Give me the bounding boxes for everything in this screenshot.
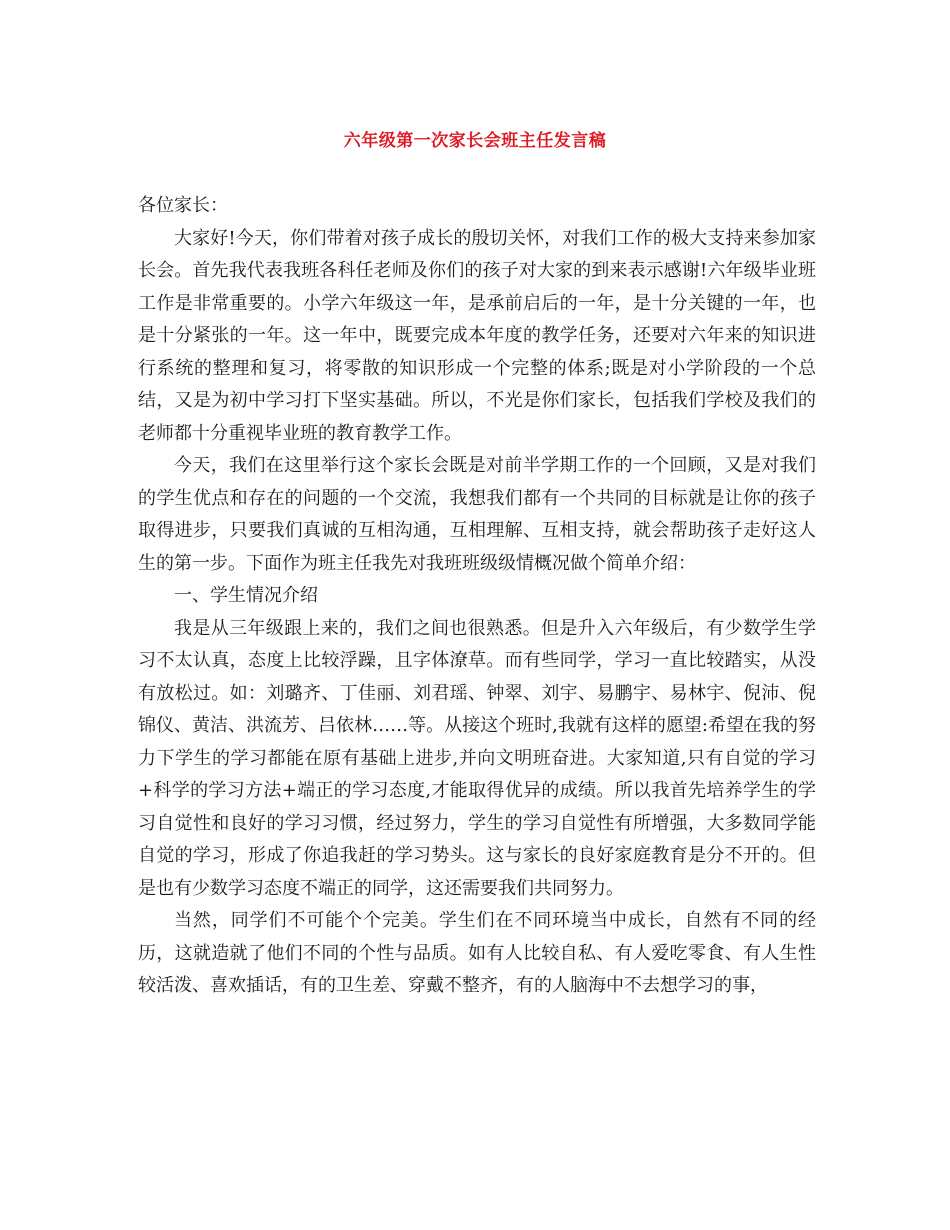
paragraph-opening: 大家好!今天，你们带着对孩子成长的殷切关怀，对我们工作的极大支持来参加家长会。首先我代表我班各科任老师及你们的孩子对大家的到来表示感谢!六年级毕业班工作是非常重要的。小学六年级这一年，是承前启后的一年，是十分关键的一年，也是十分紧张的一年。这一年中，既要完成本年度的教学任务，还要对六年来的知识进行系统的整理和复习，将零散的知识形成一个完整的体系;既是对小学阶段的一个总结，又是为初中学习打下坚实基础。所以，不光是你们家长，包括我们学校及我们的老师都十分重视毕业班的教育教学工作。 bbox=[138, 227, 816, 444]
document-title: 六年级第一次家长会班主任发言稿 bbox=[343, 131, 607, 151]
paragraph-student-situation: 我是从三年级跟上来的，我们之间也很熟悉。但是升入六年级后，有少数学生学习不太认真，态度上比较浮躁，且字体潦草。而有些同学，学习一直比较踏实，从没有放松过。如：刘璐齐、丁佳丽、刘君瑶、钟翠、刘宇、易鹏宇、易林宇、倪沛、倪锦仪、黄洁、洪流芳、吕依林……等。从接这个班时,我就有这样的愿望:希望在我的努力下学生的学习都能在原有基础上进步,并向文明班奋进。大家知道,只有自觉的学习+科学的学习方法+端正的学习态度,才能取得优异的成绩。所以我首先培养学生的学习自觉性和良好的学习习惯，经过努力，学生的学习自觉性有所增强，大多数同学能自觉的学习，形成了你追我赶的学习势头。这与家长的良好家庭教育是分不开的。但是也有少数学习态度不端正的同学，这还需要我们共同努力。 bbox=[138, 617, 816, 899]
paragraph-meeting-purpose: 今天，我们在这里举行这个家长会既是对前半学期工作的一个回顾，又是对我们的学生优点和存在的问题的一个交流，我想我们都有一个共同的目标就是让你的孩子取得进步，只要我们真诚的互相沟通，互相理解、互相支持，就会帮助孩子走好这人生的第一步。下面作为班主任我先对我班班级级情概况做个简单介绍： bbox=[138, 455, 816, 574]
salutation: 各位家长： bbox=[138, 195, 228, 216]
document-body bbox=[138, 190, 816, 1003]
section-heading-student-intro: 一、学生情况介绍 bbox=[174, 585, 318, 606]
paragraph-student-personalities: 当然，同学们不可能个个完美。学生们在不同环境当中成长，自然有不同的经历，这就造就了他们不同的个性与品质。如有人比较自私、有人爱吃零食、有人生性较活泼、喜欢插话，有的卫生差、穿戴不整齐，有的人脑海中不去想学习的事， bbox=[138, 910, 816, 996]
